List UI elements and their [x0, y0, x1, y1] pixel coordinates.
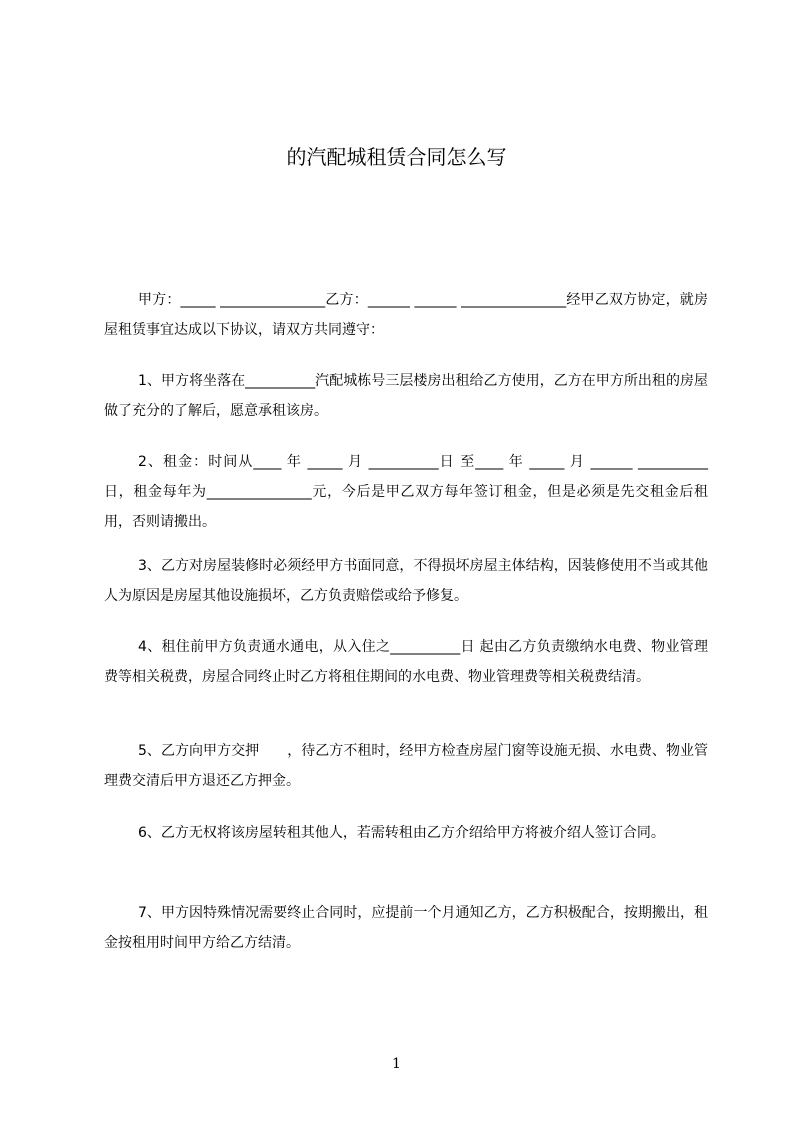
page-number: 1 — [392, 1056, 401, 1072]
clause-4-paragraph: 4、租住前甲方负责通水通电，从入住之__________日 起由乙方负责缴纳水电费、物业管理费等相关税费，房屋合同终止时乙方将租住期间的水电费、物业管理费等相关税费结清。 — [104, 639, 708, 685]
clause-7-paragraph: 7、甲方因特殊情况需要终止合同时，应提前一个月通知乙方，乙方积极配合，按期搬出，租金按租用时间甲方给乙方结清。 — [104, 905, 708, 951]
document-title: 的汽配城租赁合同怎么写 — [286, 145, 507, 169]
contract-parties-paragraph: 甲方：_____ _______________乙方：______ ______ _______________经甲乙双方协定，就房屋租赁事宜达成以下协议，请双方共同遵守： — [104, 292, 708, 338]
clause-2-paragraph: 2、租金：时间从____ 年 _____ 月 __________日 至____ 年 _____ 月 ______ __________日，租金每年为_______________元，今后是甲乙双方每年签订租金，但是必须是先交租金后租用，否则请搬出。 — [104, 454, 708, 530]
clause-3-paragraph: 3、乙方对房屋装修时必须经甲方书面同意，不得损坏房屋主体结构，因装修使用不当或其他人为原因是房屋其他设施损坏，乙方负责赔偿或给予修复。 — [104, 558, 708, 604]
clause-1-paragraph: 1、甲方将坐落在__________汽配城栋号三层楼房出租给乙方使用，乙方在甲方所出租的房屋做了充分的了解后，愿意承租该房。 — [104, 373, 708, 419]
clause-6-paragraph: 6、乙方无权将该房屋转租其他人，若需转租由乙方介绍给甲方将被介绍人签订合同。 — [138, 825, 665, 841]
clause-5-paragraph: 5、乙方向甲方交押 ，待乙方不租时，经甲方检查房屋门窗等设施无损、水电费、物业管理费交清后甲方退还乙方押金。 — [104, 743, 708, 789]
